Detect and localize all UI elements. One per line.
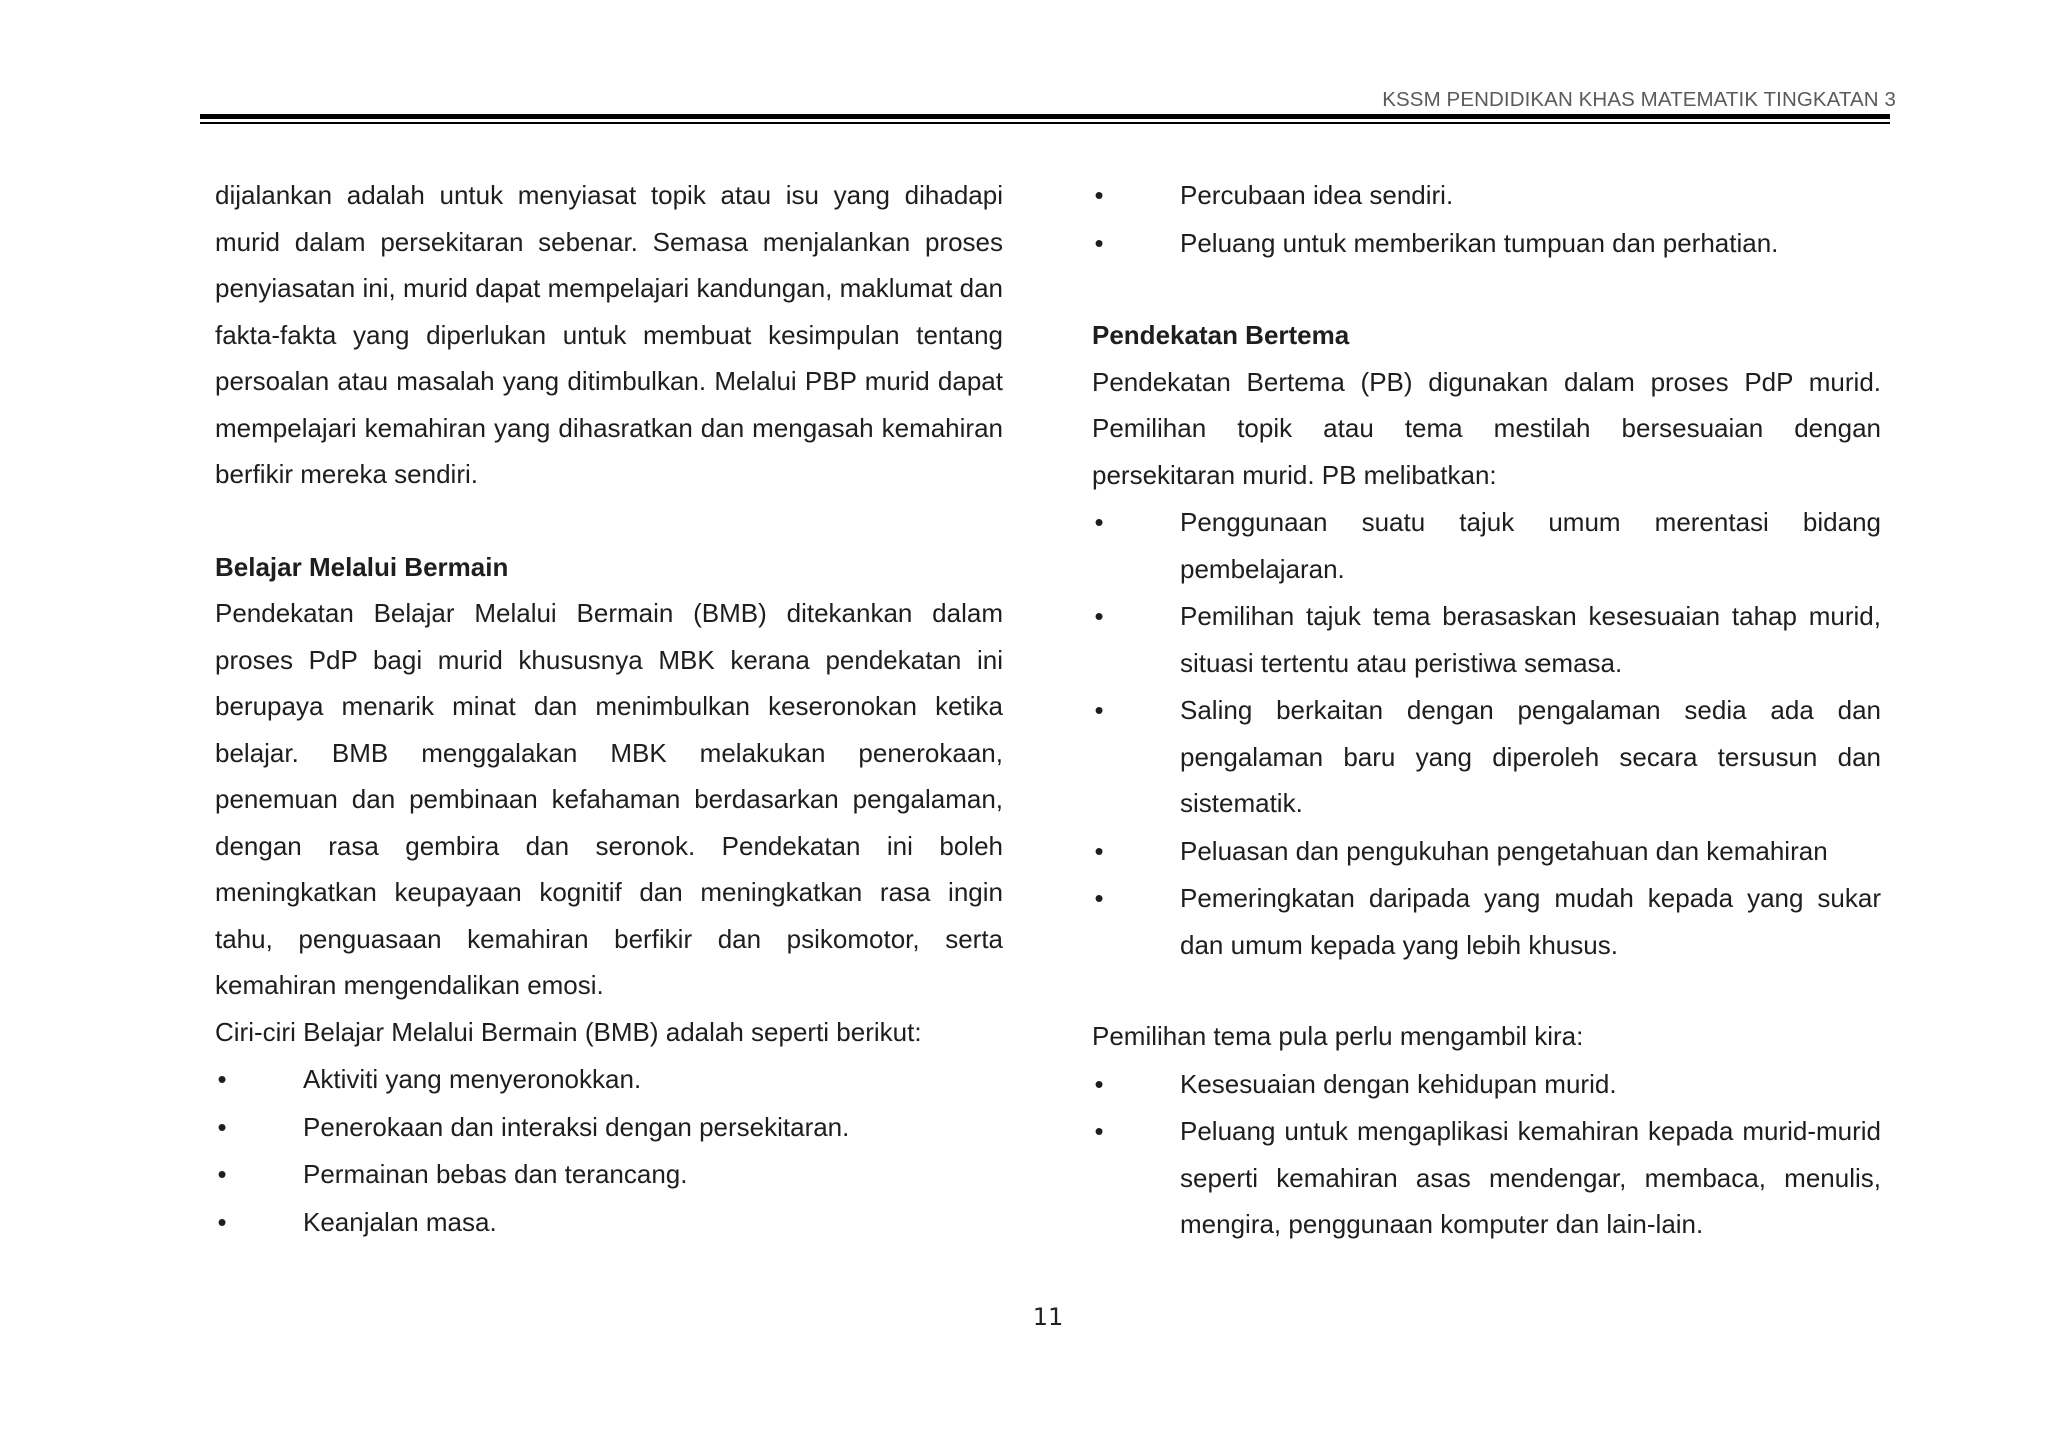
header-rule-thin [200,122,1890,124]
list-item [1092,172,1881,219]
bullet-icon: • [1094,883,1104,913]
bmb-heading: Belajar Melalui Bermain [215,551,509,582]
list-item-text: Keanjalan masa. [303,1206,497,1237]
spacer [1092,266,1881,312]
list-item-text: Aktiviti yang menyeronokkan. [303,1064,642,1094]
list-item-text: Permainan bebas dan terancang. [303,1159,688,1189]
list-item [215,1199,1003,1246]
bullet-icon: • [1094,601,1104,631]
list-item-text: Peluang untuk memberikan tumpuan dan perhatian. [1180,227,1779,258]
list-item-text: Kesesuaian dengan kehidupan murid. [1180,1068,1617,1099]
list-item [215,1056,1003,1103]
bullet-icon: • [1094,180,1104,210]
bullet-icon: • [1094,835,1104,866]
bullet-icon: • [1094,227,1104,258]
bmb-list [215,1056,1003,1245]
bmb-list-continued [1092,172,1881,266]
list-item-text: Penggunaan suatu tajuk umum merentasi bidang pembelajaran. [1180,507,1881,584]
list-item [215,1104,1003,1151]
list-item-text: Penerokaan dan interaksi dengan persekitaran. [303,1111,850,1142]
list-item [1092,593,1881,686]
pb-heading: Pendekatan Bertema [1092,320,1350,350]
bullet-icon: • [1094,1068,1104,1099]
list-item-text: Pemeringkatan daripada yang mudah kepada yang sukar dan umum kepada yang lebih khusus. [1180,883,1881,960]
bullet-icon: • [1094,695,1104,725]
bullet-icon: • [217,1159,227,1189]
page-number: 11 [1032,1303,1064,1331]
right-column [1092,172,1881,1248]
tema-intro: Pemilihan tema pula perlu mengambil kira: [1092,1021,1584,1051]
list-item [1092,1108,1881,1248]
bullet-icon: • [217,1111,227,1142]
running-header: KSSM PENDIDIKAN KHAS MATEMATIK TINGKATAN 3 [1382,88,1896,111]
tema-list [1092,1061,1881,1248]
header-rule-thick [200,114,1890,119]
bullet-icon: • [1094,507,1104,537]
pb-paragraph: Pendekatan Bertema (PB) digunakan dalam proses PdP murid. Pemilihan topik atau tema mestilah bersesuaian dengan persekitaran murid. PB melibatkan: [1092,366,1881,490]
list-item-text: Peluasan dan pengukuhan pengetahuan dan kemahiran [1180,835,1828,866]
spacer [215,498,1003,544]
list-item [215,1151,1003,1198]
bullet-icon: • [1094,1116,1104,1146]
intro-paragraph: dijalankan adalah untuk menyiasat topik atau isu yang dihadapi murid dalam persekitaran sebenar. Semasa menjalankan proses penyiasatan ini, murid dapat mempelajari kandungan, maklumat dan fakta-fakta yang diperlukan untuk membuat kesimpulan tentang persoalan atau masalah yang ditimbulkan. Melalui PBP murid dapat mempelajari kemahiran yang dihasratkan dan mengasah kemahiran berfikir mereka sendiri. [215,180,1003,489]
list-item [1092,828,1881,875]
bullet-icon: • [217,1206,227,1237]
spacer [1092,968,1881,1013]
list-item-text: Saling berkaitan dengan pengalaman sedia ada dan pengalaman baru yang diperoleh secara tersusun dan sistematik. [1180,695,1881,818]
list-item [1092,499,1881,592]
list-item [1092,875,1881,968]
list-item [1092,220,1881,267]
pb-list [1092,499,1881,968]
list-item-text: Percubaan idea sendiri. [1180,180,1454,210]
bmb-list-intro: Ciri-ciri Belajar Melalui Bermain (BMB) adalah seperti berikut: [215,1016,922,1047]
list-item [1092,1061,1881,1108]
list-item-text: Peluang untuk mengaplikasi kemahiran kepada murid-murid seperti kemahiran asas mendengar, membaca, menulis, mengira, penggunaan komputer dan lain-lain. [1180,1116,1881,1239]
bmb-paragraph: Pendekatan Belajar Melalui Bermain (BMB) ditekankan dalam proses PdP bagi murid khususnya MBK kerana pendekatan ini berupaya menarik minat dan menimbulkan keseronokan ketika belajar. BMB menggalakan MBK melakukan penerokaan, penemuan dan pembinaan kefahaman berdasarkan pengalaman, dengan rasa gembira dan seronok. Pendekatan ini boleh meningkatkan keupayaan kognitif dan meningkatkan rasa ingin tahu, penguasaan kemahiran berfikir dan psikomotor, serta kemahiran mengendalikan emosi. [215,598,1003,1000]
list-item [1092,687,1881,827]
bullet-icon: • [217,1064,227,1094]
list-item-text: Pemilihan tajuk tema berasaskan kesesuaian tahap murid, situasi tertentu atau peristiwa semasa. [1180,601,1881,678]
left-column [215,172,1003,1245]
